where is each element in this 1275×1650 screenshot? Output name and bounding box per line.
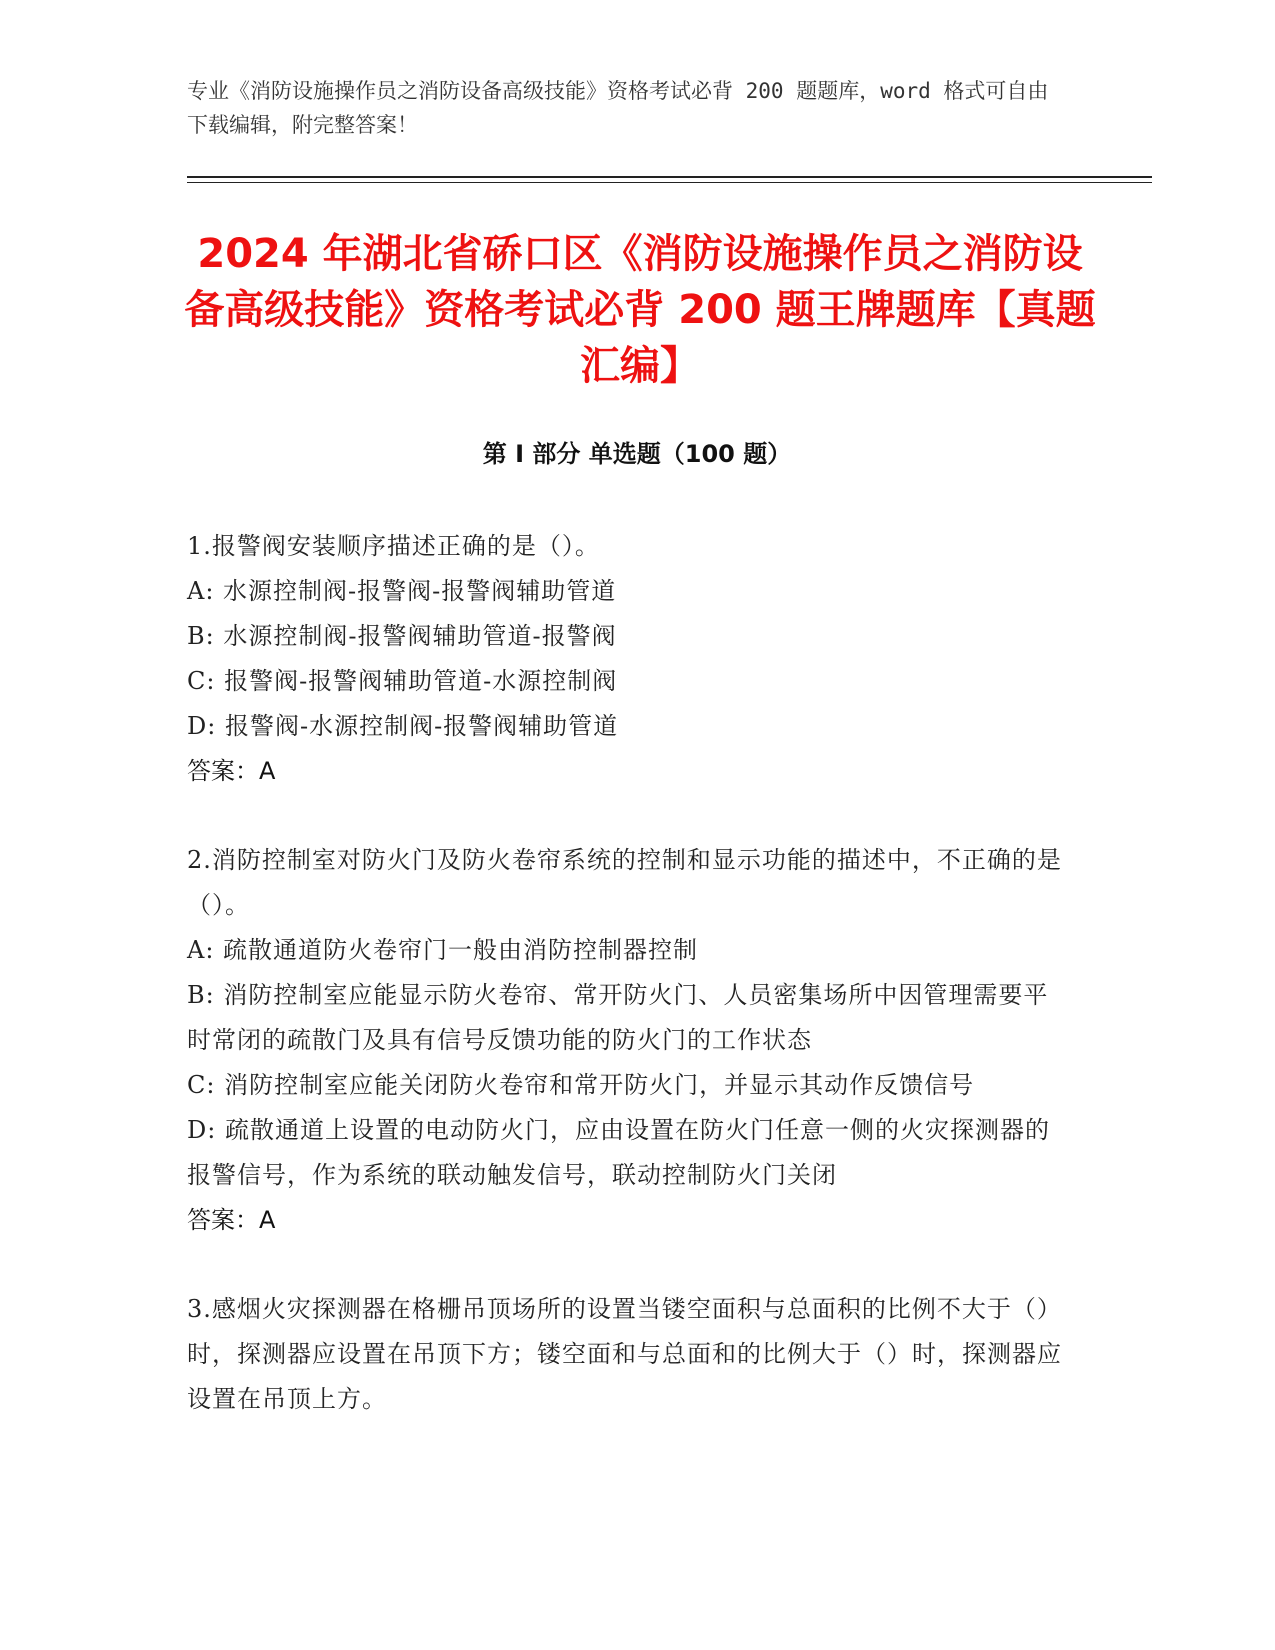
option-b: B: 消防控制室应能显示防火卷帘、常开防火门、人员密集场所中因管理需要平时常闭的疏散门及具有信号反馈功能的防火门的工作状态 xyxy=(187,981,1049,1054)
question-1 xyxy=(187,524,1067,794)
header-divider-thick xyxy=(187,176,1152,178)
question-list xyxy=(187,524,1067,1466)
option-c: C: 报警阀-报警阀辅助管道-水源控制阀 xyxy=(187,667,618,695)
section-heading: 第 I 部分 单选题（100 题） xyxy=(482,440,792,468)
question-stem: 1.报警阀安装顺序描述正确的是（）。 xyxy=(187,532,600,560)
option-d: D: 疏散通道上设置的电动防火门，应由设置在防火门任意一侧的火灾探测器的报警信号，作为系统的联动触发信号，联动控制防火门关闭 xyxy=(187,1116,1050,1189)
header-divider-thin xyxy=(187,182,1152,183)
header-note: 专业《消防设施操作员之消防设备高级技能》资格考试必背 200 题题库，word 格式可自由下载编辑，附完整答案！ xyxy=(187,79,1049,137)
option-d: D: 报警阀-水源控制阀-报警阀辅助管道 xyxy=(187,712,619,740)
answer: 答案：A xyxy=(187,757,276,785)
option-a: A: 疏散通道防火卷帘门一般由消防控制器控制 xyxy=(187,936,699,964)
question-stem: 2.消防控制室对防火门及防火卷帘系统的控制和显示功能的描述中，不正确的是（）。 xyxy=(187,846,1062,919)
question-stem: 3.感烟火灾探测器在格栅吊顶场所的设置当镂空面积与总面积的比例不大于（）时，探测器应设置在吊顶下方；镂空面和与总面和的比例大于（）时，探测器应设置在吊顶上方。 xyxy=(187,1295,1062,1413)
option-c: C: 消防控制室应能关闭防火卷帘和常开防火门，并显示其动作反馈信号 xyxy=(187,1071,975,1099)
question-3 xyxy=(187,1287,1067,1422)
option-a: A: 水源控制阀-报警阀-报警阀辅助管道 xyxy=(187,577,617,605)
answer: 答案：A xyxy=(187,1206,276,1234)
option-b: B: 水源控制阀-报警阀辅助管道-报警阀 xyxy=(187,622,617,650)
document-title: 2024 年湖北省硚口区《消防设施操作员之消防设备高级技能》资格考试必背 200 题王牌题库【真题汇编】 xyxy=(184,231,1096,389)
question-2 xyxy=(187,838,1067,1243)
